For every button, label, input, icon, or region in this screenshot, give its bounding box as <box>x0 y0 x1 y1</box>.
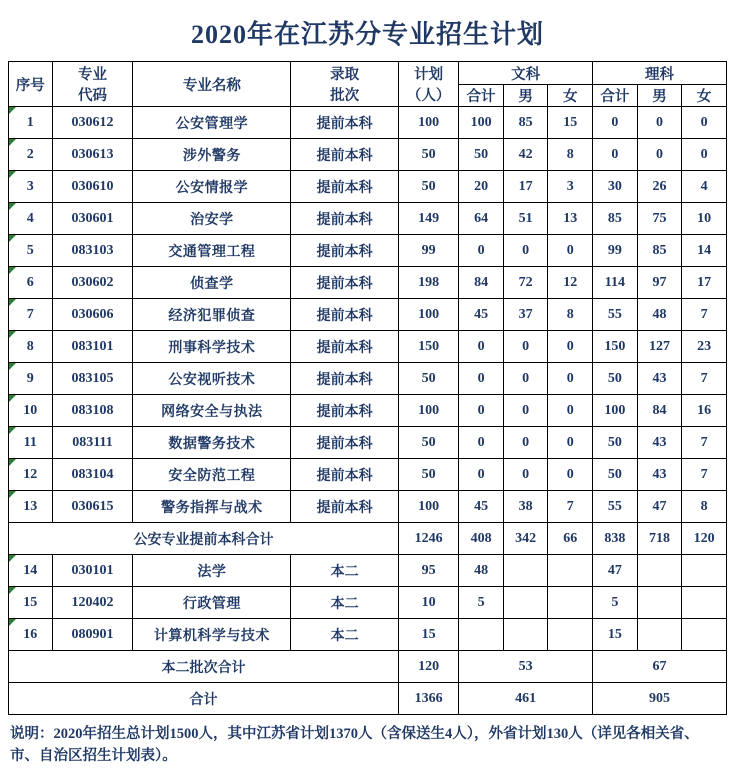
cell-like-male <box>637 587 682 619</box>
cell-wenke-male: 0 <box>503 427 548 459</box>
cell-name: 网络安全与执法 <box>133 395 291 427</box>
cell-like-male: 47 <box>637 491 682 523</box>
cell-like-total: 30 <box>593 171 638 203</box>
table-row <box>9 395 727 427</box>
header-seq: 序号 <box>9 62 53 107</box>
page-title: 2020年在江苏分专业招生计划 <box>190 20 544 49</box>
cell-seq: 10 <box>9 395 53 427</box>
cell-like-female: 10 <box>682 203 727 235</box>
cell-batch: 提前本科 <box>291 363 399 395</box>
cell-batch: 提前本科 <box>291 459 399 491</box>
cell-like-female: 14 <box>682 235 727 267</box>
table-row <box>9 171 727 203</box>
table-row <box>9 427 727 459</box>
cell-wenke-total: 84 <box>459 267 504 299</box>
cell-wenke-total: 48 <box>459 555 504 587</box>
cell-like-total: 55 <box>593 491 638 523</box>
header-like-total: 合计 <box>593 85 638 107</box>
cell-wenke-total: 0 <box>459 363 504 395</box>
cell-seq: 3 <box>9 171 53 203</box>
cell-wenke-total: 50 <box>459 139 504 171</box>
cell-name: 公安管理学 <box>133 107 291 139</box>
cell-like-male: 85 <box>637 235 682 267</box>
table-row <box>9 299 727 331</box>
grand-total-plan: 1366 <box>399 683 459 715</box>
cell-seq: 11 <box>9 427 53 459</box>
cell-like-total: 85 <box>593 203 638 235</box>
cell-like-female: 0 <box>682 139 727 171</box>
cell-seq: 15 <box>9 587 53 619</box>
cell-like-male: 84 <box>637 395 682 427</box>
subtotal-ben2-wenke-total: 53 <box>459 651 593 683</box>
footnote: 说明：2020年招生总计划1500人，其中江苏省计划1370人（含保送生4人），外省计划130人（详见各相关省、市、自治区招生计划表）。 <box>10 726 699 764</box>
cell-wenke-total: 0 <box>459 235 504 267</box>
cell-batch: 提前本科 <box>291 299 399 331</box>
cell-wenke-total: 0 <box>459 331 504 363</box>
cell-like-female <box>682 555 727 587</box>
header-batch-line2: 批次 <box>330 88 360 104</box>
header-like: 理科 <box>593 62 727 85</box>
cell-seq: 12 <box>9 459 53 491</box>
header-code <box>52 62 133 107</box>
table-row <box>9 363 727 395</box>
cell-code: 030612 <box>52 107 133 139</box>
table-row <box>9 619 727 651</box>
cell-seq: 1 <box>9 107 53 139</box>
header-wenke-female: 女 <box>548 85 593 107</box>
cell-wenke-male: 0 <box>503 235 548 267</box>
cell-code: 030606 <box>52 299 133 331</box>
cell-wenke-total: 20 <box>459 171 504 203</box>
cell-wenke-male: 85 <box>503 107 548 139</box>
cell-like-female: 4 <box>682 171 727 203</box>
cell-name: 交通管理工程 <box>133 235 291 267</box>
cell-like-male: 43 <box>637 363 682 395</box>
cell-wenke-female: 8 <box>548 139 593 171</box>
cell-like-male: 75 <box>637 203 682 235</box>
cell-wenke-male: 0 <box>503 459 548 491</box>
cell-plan: 95 <box>399 555 459 587</box>
cell-wenke-male: 0 <box>503 363 548 395</box>
cell-batch: 提前本科 <box>291 331 399 363</box>
cell-like-male: 0 <box>637 107 682 139</box>
subtotal-gongan-like-male: 718 <box>637 523 682 555</box>
cell-seq: 2 <box>9 139 53 171</box>
subtotal-gongan-plan: 1246 <box>399 523 459 555</box>
subtotal-gongan-like-total: 838 <box>593 523 638 555</box>
cell-wenke-total <box>459 619 504 651</box>
cell-plan: 50 <box>399 171 459 203</box>
cell-code: 083104 <box>52 459 133 491</box>
cell-batch: 本二 <box>291 619 399 651</box>
cell-plan: 149 <box>399 203 459 235</box>
cell-code: 080901 <box>52 619 133 651</box>
cell-like-male: 43 <box>637 459 682 491</box>
header-code-line1: 专业 <box>78 67 108 83</box>
cell-name: 计算机科学与技术 <box>133 619 291 651</box>
cell-wenke-male: 17 <box>503 171 548 203</box>
cell-wenke-female: 3 <box>548 171 593 203</box>
cell-wenke-female: 15 <box>548 107 593 139</box>
cell-like-female <box>682 587 727 619</box>
cell-like-female: 17 <box>682 267 727 299</box>
subtotal-gongan-wenke-male: 342 <box>503 523 548 555</box>
cell-name: 刑事科学技术 <box>133 331 291 363</box>
cell-like-male: 43 <box>637 427 682 459</box>
cell-code: 083101 <box>52 331 133 363</box>
cell-seq: 14 <box>9 555 53 587</box>
table-row <box>9 491 727 523</box>
cell-wenke-total: 0 <box>459 427 504 459</box>
cell-wenke-total: 45 <box>459 491 504 523</box>
cell-like-male <box>637 555 682 587</box>
subtotal-gongan-label: 公安专业提前本科合计 <box>9 523 399 555</box>
cell-code: 030601 <box>52 203 133 235</box>
cell-wenke-male: 38 <box>503 491 548 523</box>
cell-plan: 50 <box>399 139 459 171</box>
cell-like-total: 99 <box>593 235 638 267</box>
cell-code: 083105 <box>52 363 133 395</box>
cell-like-total: 114 <box>593 267 638 299</box>
cell-like-female: 23 <box>682 331 727 363</box>
subtotal-ben2-label: 本二批次合计 <box>9 651 399 683</box>
subtotal-ben2-plan: 120 <box>399 651 459 683</box>
cell-plan: 100 <box>399 491 459 523</box>
cell-like-total: 50 <box>593 363 638 395</box>
subtotal-row-gongan <box>9 523 727 555</box>
subtotal-gongan-like-female: 120 <box>682 523 727 555</box>
cell-plan: 150 <box>399 331 459 363</box>
cell-code: 030613 <box>52 139 133 171</box>
cell-wenke-total: 0 <box>459 459 504 491</box>
cell-wenke-male <box>503 587 548 619</box>
cell-like-total: 150 <box>593 331 638 363</box>
cell-like-total: 50 <box>593 427 638 459</box>
grand-total-like: 905 <box>593 683 727 715</box>
cell-like-female: 8 <box>682 491 727 523</box>
cell-code: 120402 <box>52 587 133 619</box>
cell-like-male: 127 <box>637 331 682 363</box>
cell-like-female: 7 <box>682 363 727 395</box>
cell-wenke-male: 42 <box>503 139 548 171</box>
table-row <box>9 587 727 619</box>
header-row-1 <box>9 62 727 85</box>
header-code-line2: 代码 <box>78 88 108 104</box>
cell-batch: 提前本科 <box>291 203 399 235</box>
cell-wenke-female <box>548 587 593 619</box>
cell-wenke-male <box>503 555 548 587</box>
table-row <box>9 235 727 267</box>
cell-batch: 提前本科 <box>291 171 399 203</box>
cell-wenke-female: 13 <box>548 203 593 235</box>
header-batch-line1: 录取 <box>330 67 360 83</box>
header-like-male: 男 <box>637 85 682 107</box>
grand-total-label: 合计 <box>9 683 399 715</box>
cell-like-female: 16 <box>682 395 727 427</box>
cell-plan: 100 <box>399 107 459 139</box>
cell-wenke-total: 100 <box>459 107 504 139</box>
subtotal-ben2-like-total: 67 <box>593 651 727 683</box>
cell-like-female: 0 <box>682 107 727 139</box>
header-batch <box>291 62 399 107</box>
title-wrap <box>8 14 727 51</box>
table-body <box>9 107 727 715</box>
cell-like-total: 47 <box>593 555 638 587</box>
cell-wenke-male: 72 <box>503 267 548 299</box>
table-row <box>9 267 727 299</box>
cell-wenke-female: 0 <box>548 235 593 267</box>
cell-name: 公安视听技术 <box>133 363 291 395</box>
cell-like-total: 100 <box>593 395 638 427</box>
table-row <box>9 139 727 171</box>
table-header <box>9 62 727 107</box>
cell-like-total: 0 <box>593 139 638 171</box>
subtotal-row-ben2 <box>9 651 727 683</box>
cell-like-male: 48 <box>637 299 682 331</box>
cell-wenke-female: 0 <box>548 363 593 395</box>
cell-wenke-female: 8 <box>548 299 593 331</box>
cell-wenke-female <box>548 555 593 587</box>
cell-batch: 提前本科 <box>291 491 399 523</box>
cell-batch: 提前本科 <box>291 267 399 299</box>
cell-wenke-female: 0 <box>548 459 593 491</box>
cell-name: 治安学 <box>133 203 291 235</box>
header-like-female: 女 <box>682 85 727 107</box>
cell-like-male <box>637 619 682 651</box>
cell-code: 030610 <box>52 171 133 203</box>
cell-code: 030101 <box>52 555 133 587</box>
cell-batch: 提前本科 <box>291 427 399 459</box>
cell-plan: 100 <box>399 299 459 331</box>
cell-plan: 99 <box>399 235 459 267</box>
cell-wenke-female <box>548 619 593 651</box>
cell-wenke-male: 0 <box>503 331 548 363</box>
cell-code: 030602 <box>52 267 133 299</box>
cell-name: 数据警务技术 <box>133 427 291 459</box>
cell-like-male: 0 <box>637 139 682 171</box>
cell-plan: 198 <box>399 267 459 299</box>
cell-wenke-female: 7 <box>548 491 593 523</box>
cell-wenke-total: 45 <box>459 299 504 331</box>
cell-like-total: 50 <box>593 459 638 491</box>
header-wenke-total: 合计 <box>459 85 504 107</box>
cell-wenke-total: 5 <box>459 587 504 619</box>
cell-plan: 15 <box>399 619 459 651</box>
cell-wenke-total: 64 <box>459 203 504 235</box>
cell-batch: 本二 <box>291 587 399 619</box>
cell-name: 行政管理 <box>133 587 291 619</box>
grand-total-wenke: 461 <box>459 683 593 715</box>
cell-like-female <box>682 619 727 651</box>
table-row <box>9 555 727 587</box>
cell-name: 警务指挥与战术 <box>133 491 291 523</box>
table-row <box>9 203 727 235</box>
cell-like-total: 55 <box>593 299 638 331</box>
cell-seq: 16 <box>9 619 53 651</box>
grand-total-row <box>9 683 727 715</box>
cell-plan: 10 <box>399 587 459 619</box>
cell-name: 侦查学 <box>133 267 291 299</box>
cell-name: 公安情报学 <box>133 171 291 203</box>
cell-seq: 9 <box>9 363 53 395</box>
table-row <box>9 107 727 139</box>
cell-plan: 50 <box>399 459 459 491</box>
cell-like-total: 5 <box>593 587 638 619</box>
cell-name: 经济犯罪侦查 <box>133 299 291 331</box>
cell-wenke-female: 0 <box>548 427 593 459</box>
cell-wenke-female: 12 <box>548 267 593 299</box>
table-row <box>9 459 727 491</box>
cell-wenke-female: 0 <box>548 331 593 363</box>
cell-seq: 5 <box>9 235 53 267</box>
cell-plan: 50 <box>399 427 459 459</box>
table-row <box>9 331 727 363</box>
cell-like-male: 97 <box>637 267 682 299</box>
cell-seq: 7 <box>9 299 53 331</box>
cell-batch: 提前本科 <box>291 235 399 267</box>
cell-code: 030615 <box>52 491 133 523</box>
cell-code: 083108 <box>52 395 133 427</box>
cell-seq: 8 <box>9 331 53 363</box>
cell-batch: 提前本科 <box>291 107 399 139</box>
cell-name: 安全防范工程 <box>133 459 291 491</box>
cell-like-female: 7 <box>682 299 727 331</box>
cell-like-total: 15 <box>593 619 638 651</box>
header-wenke: 文科 <box>459 62 593 85</box>
cell-batch: 提前本科 <box>291 395 399 427</box>
cell-plan: 100 <box>399 395 459 427</box>
cell-code: 083103 <box>52 235 133 267</box>
cell-seq: 4 <box>9 203 53 235</box>
header-plan-line1: 计划 <box>414 67 444 83</box>
cell-wenke-male: 51 <box>503 203 548 235</box>
cell-batch: 提前本科 <box>291 139 399 171</box>
cell-batch: 本二 <box>291 555 399 587</box>
cell-like-female: 7 <box>682 427 727 459</box>
header-name: 专业名称 <box>133 62 291 107</box>
cell-seq: 13 <box>9 491 53 523</box>
cell-like-female: 7 <box>682 459 727 491</box>
cell-like-male: 26 <box>637 171 682 203</box>
cell-code: 083111 <box>52 427 133 459</box>
cell-name: 法学 <box>133 555 291 587</box>
admission-plan-table <box>8 61 727 715</box>
cell-wenke-total: 0 <box>459 395 504 427</box>
subtotal-gongan-wenke-total: 408 <box>459 523 504 555</box>
cell-wenke-female: 0 <box>548 395 593 427</box>
header-plan <box>399 62 459 107</box>
cell-wenke-male <box>503 619 548 651</box>
cell-seq: 6 <box>9 267 53 299</box>
cell-wenke-male: 0 <box>503 395 548 427</box>
cell-wenke-male: 37 <box>503 299 548 331</box>
subtotal-gongan-wenke-female: 66 <box>548 523 593 555</box>
cell-name: 涉外警务 <box>133 139 291 171</box>
cell-plan: 50 <box>399 363 459 395</box>
cell-like-total: 0 <box>593 107 638 139</box>
header-plan-line2: （人） <box>406 88 451 104</box>
header-wenke-male: 男 <box>503 85 548 107</box>
